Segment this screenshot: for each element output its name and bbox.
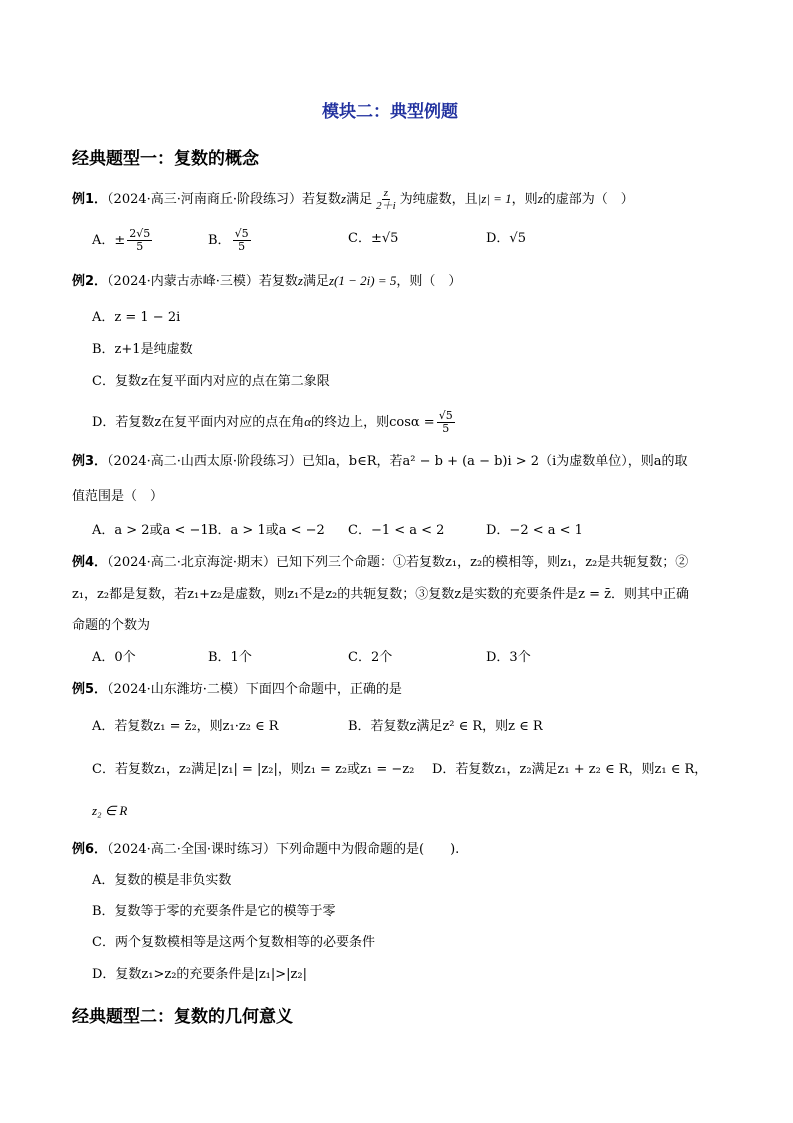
example-5-option-d: D．若复数z₁，z₂满足z₁ + z₂ ∈ R，则z₁ ∈ R， [432, 762, 708, 777]
example-1-option-c: C．±√5 [348, 231, 399, 246]
example-2-option-d [92, 410, 457, 435]
example-4-option-c: C．2个 [348, 650, 393, 665]
example-4-question [72, 554, 688, 572]
option-text: A．± [92, 233, 126, 248]
question-text: 满足 [302, 274, 329, 289]
example-label: 例6． [72, 842, 108, 857]
example-4-question-line3: 命题的个数为 [72, 618, 151, 633]
math-var: z [537, 191, 543, 206]
example-2-question [72, 272, 461, 291]
example-label: 例4． [72, 555, 108, 570]
fraction [127, 228, 152, 253]
option-text: 的终边上，则cosα = [311, 415, 435, 430]
example-6-option-b: B．复数等于零的充要条件是它的模等于零 [92, 904, 336, 919]
math-expr: z(1 − 2i) = 5 [328, 273, 397, 288]
math-var: α [304, 414, 312, 429]
fraction-denominator: 5 [442, 422, 450, 435]
example-5-question [72, 681, 402, 699]
fraction [374, 187, 398, 212]
fraction-denominator: 2＋i [376, 200, 396, 212]
example-4-option-a: A．0个 [92, 650, 136, 665]
example-3-option-d: D．−2 < a < 1 [486, 523, 583, 538]
example-label: 例3． [72, 454, 108, 469]
section-heading-geometry: 经典题型二：复数的几何意义 [72, 1007, 293, 1027]
question-text: （2024·高三·河南商丘·阶段练习）若复数 [107, 192, 342, 207]
fraction-numerator: 2√5 [129, 227, 151, 240]
example-1-question [72, 187, 634, 212]
example-1-option-d: D．√5 [486, 231, 526, 246]
page-title: 模块二：典型例题 [322, 102, 458, 122]
example-3-option-b: B．a > 1或a < −2 [208, 523, 325, 538]
fraction-numerator: z [383, 187, 389, 199]
example-3-question-line2: 值范围是（ ） [72, 489, 164, 504]
example-4-option-b: B．1个 [208, 650, 252, 665]
fraction [233, 228, 251, 253]
example-3-option-a: A．a > 2或a < −1 [92, 523, 209, 538]
example-6-option-a: A．复数的模是非负实数 [92, 873, 232, 888]
example-2-option-b: B．z+1是纯虚数 [92, 342, 193, 357]
option-text: B． [208, 233, 231, 248]
question-text: 满足 [346, 192, 373, 207]
example-6-option-d: D．复数z₁>z₂的充要条件是|z₁|>|z₂| [92, 967, 307, 982]
example-6-question [72, 841, 459, 859]
example-3-question [72, 453, 687, 471]
question-text: 为纯虚数，且 [399, 192, 478, 207]
math-var: z [297, 273, 303, 288]
question-text: （2024·内蒙古赤峰·三模）若复数 [107, 274, 298, 289]
section-heading-concept: 经典题型一：复数的概念 [72, 149, 259, 169]
question-text: （2024·山东潍坊·二模）下面四个命题中，正确的是 [107, 682, 402, 697]
question-text: （2024·高二·山西太原·阶段练习）已知a，b∈R，若a² − b + (a − b)i > 2（i为虚数单位），则a的取 [107, 454, 688, 469]
example-2-option-c: C．复数z在复平面内对应的点在第二象限 [92, 374, 330, 389]
option-text: D．若复数z在复平面内对应的点在角 [92, 415, 305, 430]
fraction [437, 410, 455, 435]
question-text: ，则 [511, 192, 538, 207]
question-text: ，则（ ） [396, 274, 462, 289]
example-4-option-d: D．3个 [486, 650, 531, 665]
example-5-option-d-cont: z₂ ∈ R [92, 803, 128, 818]
question-text: （2024·高二·全国·课时练习）下列命题中为假命题的是( ). [107, 842, 460, 857]
math-var: z [341, 191, 347, 206]
example-5-option-c: C．若复数z₁，z₂满足|z₁| = |z₂|，则z₁ = z₂或z₁ = −z₂ [92, 762, 415, 777]
example-5-option-a: A．若复数z₁ = z̄₂，则z₁·z₂ ∈ R [92, 719, 279, 734]
example-1-option-a [92, 228, 154, 253]
question-text: 的虚部为（ ） [542, 192, 634, 207]
math-expr: |z| = 1 [477, 191, 512, 206]
example-6-option-c: C．两个复数模相等是这两个复数相等的必要条件 [92, 935, 375, 950]
example-3-option-c: C．−1 < a < 2 [348, 523, 445, 538]
example-label: 例5． [72, 682, 108, 697]
example-5-option-b: B．若复数z满足z² ∈ R，则z ∈ R [348, 719, 543, 734]
example-2-option-a: A．z = 1 − 2i [92, 310, 181, 325]
fraction-numerator: √5 [234, 227, 249, 240]
example-1-option-b [208, 228, 253, 253]
question-text: （2024·高二·北京海淀·期末）已知下列三个命题：①若复数z₁，z₂的模相等，则z₁，z₂是共轭复数；② [107, 555, 689, 570]
fraction-numerator: √5 [438, 409, 453, 422]
example-4-question-line2: z₁，z₂都是复数，若z₁+z₂是虚数，则z₁不是z₂的共轭复数；③复数z是实数的充要条件是z = z̄．则其中正确 [72, 587, 689, 602]
example-label: 例2． [72, 274, 108, 289]
fraction-denominator: 5 [136, 240, 144, 253]
fraction-denominator: 5 [238, 240, 246, 253]
example-label: 例1． [72, 192, 108, 207]
